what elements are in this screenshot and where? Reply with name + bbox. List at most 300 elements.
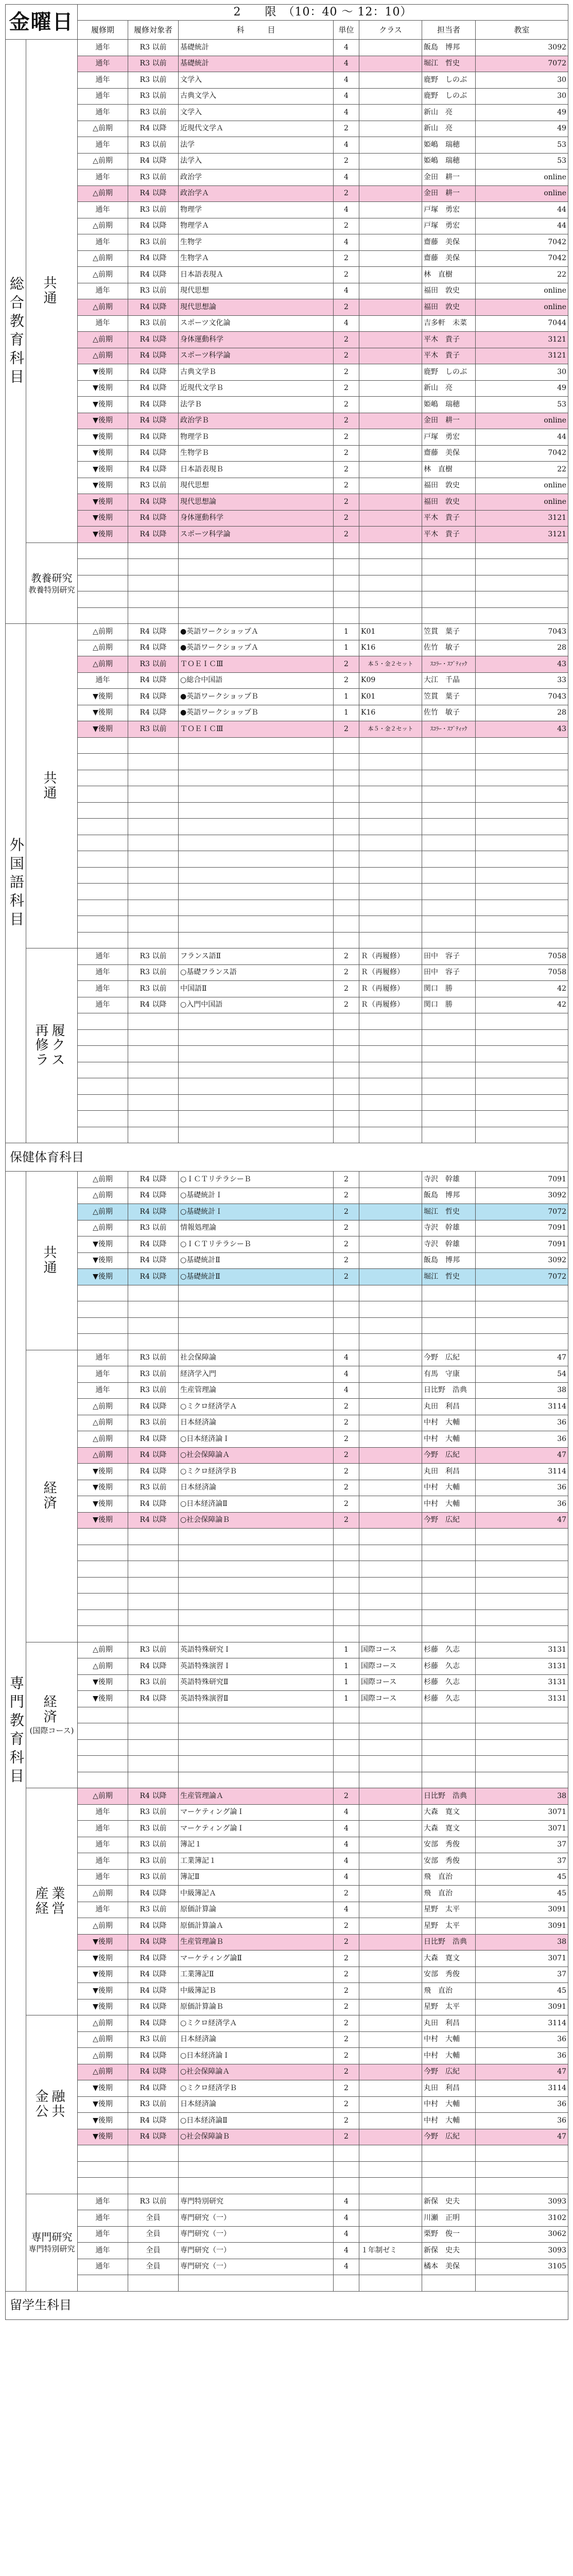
cell-credits: 2 xyxy=(334,1496,359,1513)
cell-term: ▼後期 xyxy=(78,705,128,721)
cell-room: online xyxy=(476,170,568,186)
cell-subject: 経済学入門 xyxy=(179,1366,334,1383)
cell-teacher: 寺沢 幹雄 xyxy=(422,1236,476,1253)
cell-credits xyxy=(334,1609,359,1626)
cell-term xyxy=(78,1545,128,1561)
cell-teacher: 新山 亮 xyxy=(422,380,476,397)
cell-room xyxy=(476,1127,568,1143)
cell-credits: 1 xyxy=(334,1691,359,1707)
empty-row xyxy=(6,1301,568,1318)
cell-class xyxy=(359,754,422,770)
cell-subject: ○総合中国語 xyxy=(179,672,334,689)
cell-teacher: 中村 大輔 xyxy=(422,2113,476,2129)
cell-credits: 4 xyxy=(334,2210,359,2227)
table-row xyxy=(6,267,568,283)
cell-room: 53 xyxy=(476,137,568,154)
cell-subject xyxy=(179,559,334,575)
cell-class: 本５・金２セット xyxy=(359,656,422,673)
cell-term xyxy=(78,884,128,900)
cell-subject: 法学入 xyxy=(179,153,334,170)
table-row xyxy=(6,2129,568,2145)
cell-teacher xyxy=(422,1127,476,1143)
table-row xyxy=(6,1464,568,1480)
cell-term: ▼後期 xyxy=(78,2113,128,2129)
cell-teacher: 今野 広紀 xyxy=(422,2129,476,2145)
cell-credits: 2 xyxy=(334,1512,359,1529)
cell-term xyxy=(78,900,128,916)
table-row xyxy=(6,2096,568,2113)
cell-teacher: 今野 広紀 xyxy=(422,1512,476,1529)
table-row xyxy=(6,1188,568,1204)
cell-credits: 4 xyxy=(334,234,359,251)
cell-subject xyxy=(179,1046,334,1062)
cell-class xyxy=(359,2064,422,2080)
cell-class xyxy=(359,1252,422,1269)
cell-term: ▼後期 xyxy=(78,1934,128,1951)
cell-target: R3 以前 xyxy=(128,948,179,965)
cell-room: 43 xyxy=(476,656,568,673)
table-row xyxy=(6,283,568,299)
cell-target: R4 以降 xyxy=(128,672,179,689)
cell-class xyxy=(359,2048,422,2064)
cell-target xyxy=(128,1561,179,1578)
cell-class xyxy=(359,1029,422,1046)
cell-credits: 2 xyxy=(334,429,359,446)
cell-term: △前期 xyxy=(78,121,128,137)
cell-class xyxy=(359,218,422,234)
empty-row xyxy=(6,575,568,591)
cell-credits: 2 xyxy=(334,1204,359,1221)
cell-class xyxy=(359,835,422,851)
empty-row xyxy=(6,1029,568,1046)
cell-credits: 2 xyxy=(334,1983,359,1999)
cell-room: online xyxy=(476,185,568,202)
table-row xyxy=(6,1415,568,1431)
cell-target: R4 以降 xyxy=(128,1431,179,1448)
cell-credits xyxy=(334,1529,359,1545)
cell-subject: 現代思想論 xyxy=(179,494,334,511)
cell-target: R4 以降 xyxy=(128,1983,179,1999)
cell-room xyxy=(476,1545,568,1561)
cell-term: 通年 xyxy=(78,1902,128,1918)
cell-target xyxy=(128,543,179,559)
cell-target: R4 以降 xyxy=(128,299,179,316)
cell-teacher: 福田 敦史 xyxy=(422,283,476,299)
cell-class xyxy=(359,1094,422,1111)
cell-subject: ○社会保障論Ａ xyxy=(179,2064,334,2080)
table-row xyxy=(6,1399,568,1415)
cell-class xyxy=(359,1821,422,1837)
cell-target xyxy=(128,591,179,608)
table-row xyxy=(6,1252,568,1269)
cell-credits: 2 xyxy=(334,1918,359,1935)
cell-teacher xyxy=(422,1317,476,1334)
cell-term xyxy=(78,559,128,575)
table-row xyxy=(6,462,568,478)
empty-row xyxy=(6,884,568,900)
cell-target xyxy=(128,1317,179,1334)
cell-class xyxy=(359,1967,422,1983)
cell-subject: 身体運動科学 xyxy=(179,332,334,348)
cell-term: △前期 xyxy=(78,1886,128,1902)
cell-subject: 物理学Ｂ xyxy=(179,429,334,446)
cell-room xyxy=(476,916,568,933)
cell-teacher: 中村 大輔 xyxy=(422,2096,476,2113)
cell-subject: ○社会保障論Ａ xyxy=(179,1447,334,1464)
cell-room: 3121 xyxy=(476,348,568,364)
cell-term xyxy=(78,1013,128,1030)
cell-credits: 2 xyxy=(334,948,359,965)
cell-term: ▼後期 xyxy=(78,2080,128,2097)
cell-room xyxy=(476,884,568,900)
cell-credits xyxy=(334,591,359,608)
cell-term xyxy=(78,2161,128,2178)
subcategory-note: 教養特別研究 xyxy=(28,585,75,595)
col-header-credits: 単位 xyxy=(334,21,359,40)
cell-teacher xyxy=(422,1046,476,1062)
cell-class xyxy=(359,462,422,478)
cell-room: 36 xyxy=(476,2048,568,2064)
cell-subject: 現代思想 xyxy=(179,478,334,494)
table-row xyxy=(6,445,568,462)
cell-subject xyxy=(179,900,334,916)
cell-teacher xyxy=(422,1626,476,1642)
empty-row xyxy=(6,1609,568,1626)
cell-credits: 2 xyxy=(334,1999,359,2015)
cell-class xyxy=(359,2194,422,2210)
cell-teacher: 福田 敦史 xyxy=(422,494,476,511)
cell-teacher: 平木 貴子 xyxy=(422,527,476,543)
empty-row xyxy=(6,1626,568,1642)
cell-credits: 1 xyxy=(334,689,359,705)
cell-class xyxy=(359,283,422,299)
cell-class xyxy=(359,1204,422,1221)
cell-class xyxy=(359,1382,422,1399)
cell-target: R4 以降 xyxy=(128,429,179,446)
cell-target: R4 以降 xyxy=(128,640,179,656)
cell-target xyxy=(128,819,179,835)
table-row xyxy=(6,705,568,721)
table-row xyxy=(6,672,568,689)
cell-credits xyxy=(334,916,359,933)
cell-subject: 中国語Ⅱ xyxy=(179,981,334,997)
cell-subject xyxy=(179,1013,334,1030)
cell-target xyxy=(128,1545,179,1561)
empty-row xyxy=(6,2145,568,2162)
table-row xyxy=(6,218,568,234)
cell-term: ▼後期 xyxy=(78,413,128,429)
cell-target xyxy=(128,770,179,786)
cell-teacher: 平木 貴子 xyxy=(422,332,476,348)
cell-room: 3114 xyxy=(476,2080,568,2097)
cell-teacher: 栗野 俊一 xyxy=(422,2226,476,2243)
cell-subject: ○日本経済論Ｉ xyxy=(179,2048,334,2064)
cell-target: R4 以降 xyxy=(128,1951,179,1967)
cell-room: 3105 xyxy=(476,2259,568,2275)
cell-teacher: 杉藤 久志 xyxy=(422,1642,476,1658)
cell-target: R3 以前 xyxy=(128,56,179,72)
cell-term: △前期 xyxy=(78,1431,128,1448)
cell-target: R3 以前 xyxy=(128,105,179,121)
cell-target: R3 以前 xyxy=(128,1869,179,1886)
cell-term: 通年 xyxy=(78,40,128,56)
empty-row xyxy=(6,900,568,916)
cell-subject xyxy=(179,1577,334,1594)
cell-room xyxy=(476,2161,568,2178)
cell-term: ▼後期 xyxy=(78,1674,128,1691)
subcategory-label: 産業経営 xyxy=(35,1886,68,1917)
cell-class xyxy=(359,1480,422,1496)
table-row xyxy=(6,1691,568,1707)
cell-term xyxy=(78,1078,128,1095)
cell-room: 3071 xyxy=(476,1951,568,1967)
cell-credits: 2 xyxy=(334,153,359,170)
cell-room xyxy=(476,1723,568,1740)
cell-teacher xyxy=(422,1772,476,1788)
table-row xyxy=(6,510,568,527)
cell-room: 3121 xyxy=(476,510,568,527)
cell-term xyxy=(78,754,128,770)
cell-room: 30 xyxy=(476,72,568,89)
cell-subject: ●英語ワークショップＢ xyxy=(179,689,334,705)
cell-teacher xyxy=(422,1723,476,1740)
cell-term: 通年 xyxy=(78,1366,128,1383)
cell-class xyxy=(359,1951,422,1967)
cell-teacher xyxy=(422,1094,476,1111)
cell-target: R4 以降 xyxy=(128,1496,179,1513)
cell-subject xyxy=(179,1285,334,1301)
empty-row xyxy=(6,1062,568,1078)
cell-target: 全員 xyxy=(128,2226,179,2243)
cell-class xyxy=(359,2145,422,2162)
cell-target: R3 以前 xyxy=(128,283,179,299)
cell-subject xyxy=(179,1707,334,1723)
cell-credits xyxy=(334,770,359,786)
cell-credits: 1 xyxy=(334,705,359,721)
cell-teacher: 飛 直治 xyxy=(422,1886,476,1902)
cell-subject: スポーツ科学論 xyxy=(179,348,334,364)
table-row xyxy=(6,250,568,267)
table-row xyxy=(6,429,568,446)
cell-room: 7043 xyxy=(476,624,568,640)
cell-credits: 2 xyxy=(334,299,359,316)
cell-teacher: 丸田 利昌 xyxy=(422,1464,476,1480)
cell-class xyxy=(359,348,422,364)
cell-term xyxy=(78,1529,128,1545)
cell-credits xyxy=(334,1723,359,1740)
cell-target: R3 以前 xyxy=(128,721,179,738)
cell-teacher: 寺沢 幹雄 xyxy=(422,1220,476,1236)
cell-room: 53 xyxy=(476,153,568,170)
cell-room: 53 xyxy=(476,397,568,413)
cell-class xyxy=(359,1317,422,1334)
cell-credits: 4 xyxy=(334,1366,359,1383)
cell-credits xyxy=(334,1029,359,1046)
cell-teacher: 金田 耕一 xyxy=(422,170,476,186)
cell-target xyxy=(128,1078,179,1095)
cell-room: 7044 xyxy=(476,315,568,332)
cell-room: 22 xyxy=(476,462,568,478)
cell-term: △前期 xyxy=(78,1658,128,1675)
cell-room: 28 xyxy=(476,640,568,656)
category-label: 総合教育科目 xyxy=(6,40,26,624)
cell-class: １年制ゼミ xyxy=(359,2243,422,2259)
cell-credits: 2 xyxy=(334,1431,359,1448)
cell-room: 37 xyxy=(476,1967,568,1983)
table-row xyxy=(6,1658,568,1675)
cell-term: 通年 xyxy=(78,56,128,72)
subcategory-label: 共 通 xyxy=(43,276,77,306)
cell-class xyxy=(359,1285,422,1301)
empty-row xyxy=(6,819,568,835)
cell-teacher: 飛 直治 xyxy=(422,1983,476,1999)
cell-target xyxy=(128,900,179,916)
cell-class xyxy=(359,380,422,397)
cell-teacher: 今野 広紀 xyxy=(422,2064,476,2080)
cell-term: ▼後期 xyxy=(78,397,128,413)
cell-room: 7072 xyxy=(476,56,568,72)
cell-subject: ○入門中国語 xyxy=(179,997,334,1013)
cell-room xyxy=(476,1739,568,1756)
cell-teacher xyxy=(422,2178,476,2194)
cell-credits: 2 xyxy=(334,380,359,397)
cell-term: 通年 xyxy=(78,1837,128,1853)
cell-room: 47 xyxy=(476,1512,568,1529)
cell-credits: 4 xyxy=(334,202,359,218)
cell-subject: 専門研究（一） xyxy=(179,2210,334,2227)
cell-room xyxy=(476,1529,568,1545)
cell-target: R4 以降 xyxy=(128,332,179,348)
cell-teacher: 田中 容子 xyxy=(422,948,476,965)
cell-teacher: 齋藤 美保 xyxy=(422,445,476,462)
cell-teacher: 橘本 美保 xyxy=(422,2259,476,2275)
cell-subject: 古典文学入 xyxy=(179,88,334,105)
cell-teacher: 杉藤 久志 xyxy=(422,1691,476,1707)
cell-subject: 英語特殊研究Ⅱ xyxy=(179,1674,334,1691)
cell-room xyxy=(476,575,568,591)
cell-class xyxy=(359,40,422,56)
cell-term xyxy=(78,1334,128,1350)
cell-class xyxy=(359,1545,422,1561)
cell-class xyxy=(359,916,422,933)
cell-teacher: 齋藤 美保 xyxy=(422,250,476,267)
cell-target: R4 以降 xyxy=(128,121,179,137)
cell-subject: 近現代文学Ａ xyxy=(179,121,334,137)
cell-teacher xyxy=(422,1577,476,1594)
cell-target: R4 以降 xyxy=(128,1204,179,1221)
cell-teacher: 鹿野 しのぶ xyxy=(422,72,476,89)
cell-subject: 物理学Ａ xyxy=(179,218,334,234)
cell-room xyxy=(476,1609,568,1626)
cell-teacher: 大江 千晶 xyxy=(422,672,476,689)
cell-target: R4 以降 xyxy=(128,1464,179,1480)
cell-class xyxy=(359,1756,422,1772)
cell-room: 33 xyxy=(476,672,568,689)
table-row xyxy=(6,624,568,640)
table-row xyxy=(6,494,568,511)
cell-subject: 日本経済論 xyxy=(179,1415,334,1431)
cell-teacher: 平木 貴子 xyxy=(422,348,476,364)
cell-room: 3062 xyxy=(476,2226,568,2243)
cell-term: ▼後期 xyxy=(78,510,128,527)
cell-credits xyxy=(334,802,359,819)
cell-room: 3114 xyxy=(476,2015,568,2032)
cell-class xyxy=(359,170,422,186)
cell-target: R3 以前 xyxy=(128,1674,179,1691)
cell-room xyxy=(476,1046,568,1062)
cell-teacher xyxy=(422,543,476,559)
cell-room xyxy=(476,1561,568,1578)
cell-term: ▼後期 xyxy=(78,1496,128,1513)
cell-credits xyxy=(334,867,359,884)
cell-credits: 4 xyxy=(334,1350,359,1366)
cell-teacher: ｽｺﾗｰ・ｽﾌﾞﾃｨｯｸ xyxy=(422,656,476,673)
cell-class xyxy=(359,1869,422,1886)
cell-room: 22 xyxy=(476,267,568,283)
cell-class xyxy=(359,786,422,803)
cell-class xyxy=(359,1837,422,1853)
cell-class xyxy=(359,575,422,591)
cell-target: R4 以降 xyxy=(128,705,179,721)
empty-row xyxy=(6,851,568,868)
cell-subject: 専門特別研究 xyxy=(179,2194,334,2210)
cell-class: Ｒ（再履修） xyxy=(359,997,422,1013)
cell-teacher xyxy=(422,786,476,803)
cell-credits: 1 xyxy=(334,624,359,640)
cell-subject: マーケティング論Ⅱ xyxy=(179,1951,334,1967)
table-row xyxy=(6,964,568,981)
cell-class xyxy=(359,88,422,105)
subcategory-cell xyxy=(26,1350,78,1642)
cell-class xyxy=(359,315,422,332)
cell-room: 49 xyxy=(476,380,568,397)
cell-subject: ○社会保障論Ｂ xyxy=(179,2129,334,2145)
cell-teacher: 中村 大輔 xyxy=(422,2048,476,2064)
cell-teacher: 丸田 利昌 xyxy=(422,1399,476,1415)
cell-credits: 2 xyxy=(334,721,359,738)
cell-target xyxy=(128,1594,179,1610)
cell-target xyxy=(128,2178,179,2194)
cell-teacher: 新保 史夫 xyxy=(422,2194,476,2210)
cell-teacher: 姫嶋 瑞穂 xyxy=(422,137,476,154)
cell-room xyxy=(476,835,568,851)
cell-class xyxy=(359,413,422,429)
cell-teacher xyxy=(422,916,476,933)
cell-target xyxy=(128,1626,179,1642)
table-row xyxy=(6,413,568,429)
cell-term: ▼後期 xyxy=(78,494,128,511)
cell-room: 3071 xyxy=(476,1804,568,1821)
header-row-columns xyxy=(6,21,568,40)
cell-target xyxy=(128,786,179,803)
cell-credits xyxy=(334,1317,359,1334)
cell-teacher xyxy=(422,1301,476,1318)
cell-credits: 4 xyxy=(334,137,359,154)
empty-row xyxy=(6,1127,568,1143)
cell-class xyxy=(359,2113,422,2129)
cell-credits xyxy=(334,1707,359,1723)
empty-row xyxy=(6,754,568,770)
cell-teacher: 戸塚 勇宏 xyxy=(422,202,476,218)
empty-row xyxy=(6,543,568,559)
cell-teacher xyxy=(422,1529,476,1545)
table-row xyxy=(6,640,568,656)
cell-room: 7072 xyxy=(476,1269,568,1285)
cell-subject: 英語特殊研究Ｉ xyxy=(179,1642,334,1658)
table-row xyxy=(6,1886,568,1902)
cell-subject xyxy=(179,1094,334,1111)
category-label: 外国語科目 xyxy=(6,624,26,1143)
